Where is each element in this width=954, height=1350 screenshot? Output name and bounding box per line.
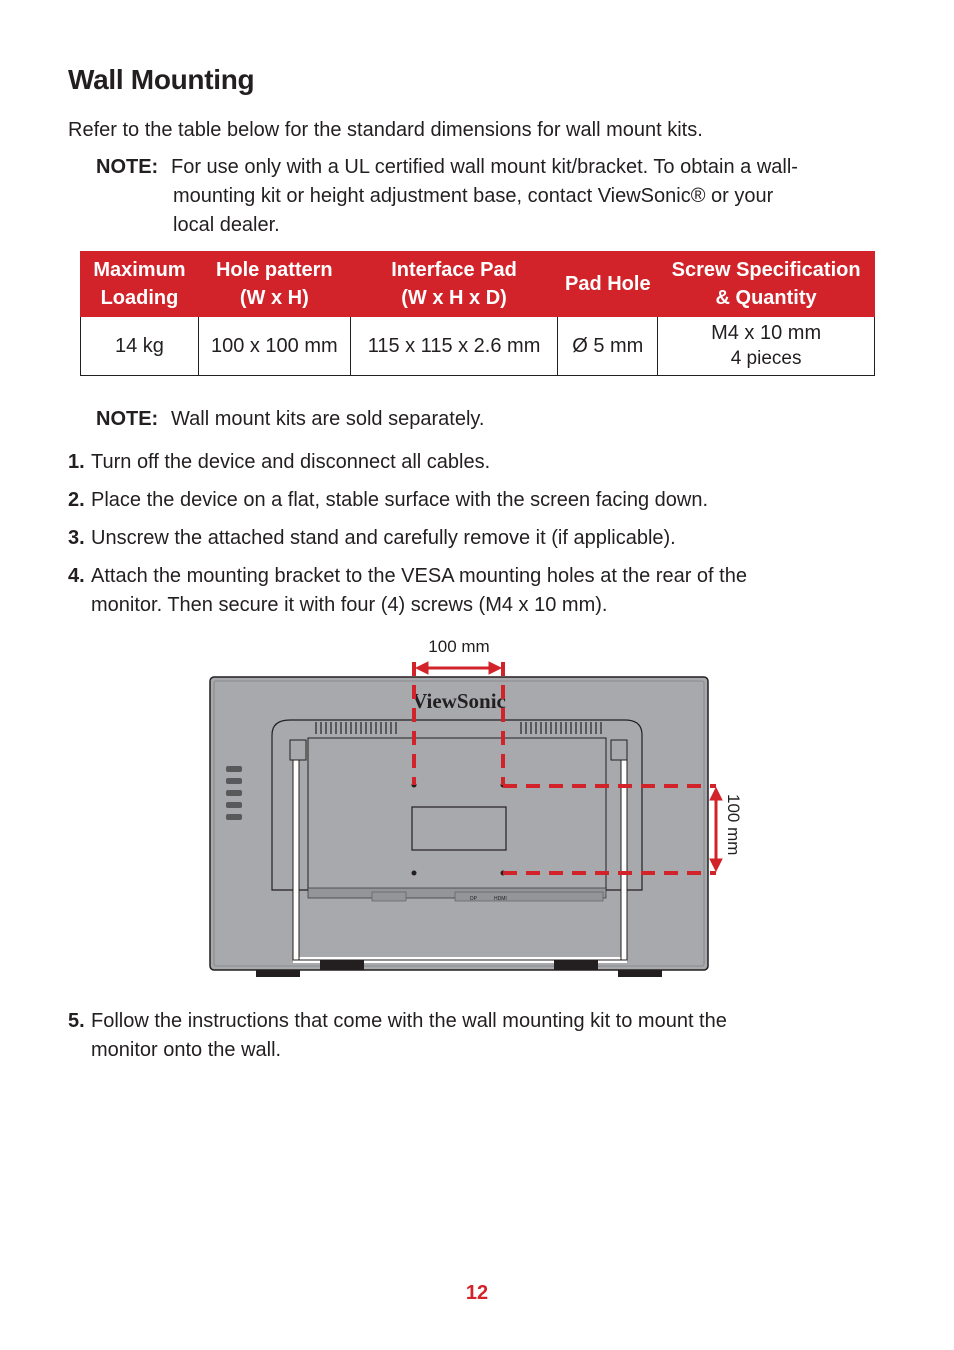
header-screw-spec: Screw Specification & Quantity [658,252,875,317]
note-text-line: mounting kit or height adjustment base, contact ViewSonic® or your [173,185,774,207]
height-arrow [710,788,722,871]
table-header-row [81,252,875,317]
foot [256,970,300,977]
step-4: 4. Attach the mounting bracket to the VESA mounting holes at the rear of the monitor. Then secure it with four (4) screws (M4 x 10 mm). [68,565,747,616]
page-number: 12 [465,1282,489,1304]
width-arrow [416,662,501,674]
vent-right [520,722,604,734]
monitor-rear-illustration [0,630,954,990]
wall-mount-spec-table [80,251,875,376]
step-2: 2. Place the device on a flat, stable surface with the screen facing down. [68,489,709,511]
cell-loading: 14 kg [81,317,199,376]
step-1: 1. Turn off the device and disconnect all cables. [68,451,491,473]
note-text-line: For use only with a UL certified wall mount kit/bracket. To obtain a wall- [171,156,798,178]
height-dimension-label: 100 mm [724,794,743,856]
foot [320,960,364,970]
cell-pad-hole: Ø 5 mm [558,317,658,376]
header-hole-pattern: Hole pattern (W x H) [198,252,350,317]
vesa-hole [412,871,417,876]
header-interface-pad: Interface Pad (W x H x D) [350,252,558,317]
vent-left [314,722,398,734]
cell-interface-pad: 115 x 115 x 2.6 mm [350,317,558,376]
note-label: NOTE: [96,408,159,430]
header-maximum-loading: Maximum Loading [81,252,199,317]
width-dimension-label: 100 mm [428,637,490,656]
foot [554,960,598,970]
intro-text: Refer to the table below for the standard dimensions for wall mount kits. [68,119,703,141]
cell-screw-spec: M4 x 10 mm 4 pieces [658,317,875,376]
step-5: 5. Follow the instructions that come with the wall mounting kit to mount the monitor onto the wall. [68,1010,727,1061]
interface-pad [412,807,506,850]
foot [618,970,662,977]
cell-hole-pattern: 100 x 100 mm [198,317,350,376]
note-text: Wall mount kits are sold separately. [171,408,485,430]
note-label: NOTE: [96,156,159,178]
brand-logo: ViewSonic [412,689,506,713]
note-text-line: local dealer. [173,214,280,236]
port-label-hdmi: HDMI [494,896,507,902]
header-pad-hole: Pad Hole [558,252,658,317]
table-row [81,317,875,376]
page-title: Wall Mounting [68,64,255,95]
step-3: 3. Unscrew the attached stand and carefully remove it (if applicable). [68,527,676,549]
port-label-dp: DP [470,896,477,902]
